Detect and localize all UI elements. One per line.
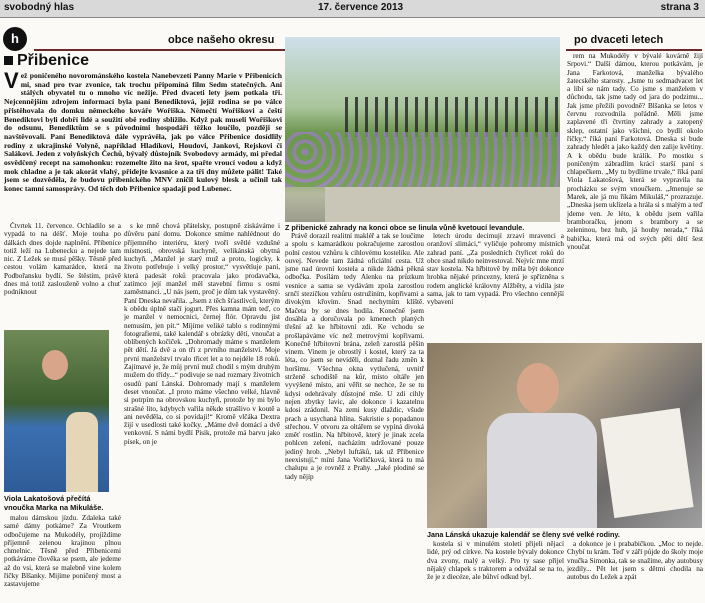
photo-jana-face	[517, 363, 559, 413]
drop-cap: V	[4, 68, 19, 93]
paragraph: rem na Mukodély v bývalé kovárně žijí Srpovi.“ Další dámou, kterou potkávám, je Jana Farkotová, manželka bývalého žatecského starosty. „Jsme tu sedmadvacet let a líbí se nám tady. Co jsme s manželem v důchodu, tak jsme tady od jara do podzimu... Jak jsme přežili povodně? Blšanka se letos v červnu rozvodnila pořádně. Měli jsme zaplavené tři čtvrtiny zahrady a zatopený sklep, ostatní jako všichni, co bydlí okolo říčky,“ říká paní Farkotová. Dneska si bude zahrady hledět a jako každý den zalije květiny. A k obědu bude králík. Po mostku s poničeným zábradlím krácí starší paní s chlapečkem. „My tu bydlíme trvale,“ říká paní Viola Lakatošová, která se vypravila na procházku se svým vnoučkem. „Jmenuje se Marek, ale já mu říkám Mikuláš,“ prozrazuje. „Dneska jsem uklízela a hrála si s malým a teď jdeme ven. Je léto, k obědu jsem vařila bramboračku, jenom s brambory a se zeleninou, bez hub, já houby nerada,“ říká babička, která má od svých pěti dětí šest vnoučat	[567, 52, 703, 251]
paragraph: Právě dorazil realitní makléř a tak se loučíme a spolu s kamarádkou pokračujeme zarostlou polní cestou vzhůru k cihlovému kostelíku. Ale ouvej. Nevede tam žádná oficiální cesta. Už jsme nad úrovní kostela a nikde žádná pěkná odbočka. Posílám tedy Alenku na průzkum vesnice a sama se vydávám zpola zarostlou srnčí stezičkou vzhůru ostružiním, kopřivami a divokým křovím. Snad nechytním klíště. Mačeta by se dnes hodila. Konečně jsem dosáhla a doručovala po kmenech planých třešní až ke hřbitovní zdi. Ke vchodu se prošlapáváme víc než metrovými kopřivami. Konečně hřbitovní brána, zeleň zarostlá pěšin vinem. Vinem je obrostlý i kostel, který za ta léta, co jsem se neviděli, doznal řadu změn k horšímu. Všechna okna vytlučená, uvnitř strženě schodiště na kůr, místo oltáře jen vyvýšené místo, ani věřit se nechce, že se tu kdysi odehrávaly důstojné mše. U zdi cihly nejen zbytky lavic, ale dokonce i kazatelnu kdosi zrádonil. Na zemi kusy dlaždic, všude prach a usychaná hlína. Sakristie s popadanou střechou. V otvoru za oltářem se vypíná divoká změť rostlin. Na hřbitově, který je jinak zcela pohlcen zelení, nacházím udržované pouze jediný hrob. „Nebyl luftáků, tak už Přibenice neexistují,“ míní Jana Vorlíčková, která tu má chalupu a je rovněž z Prahy. „Jaké plodiné se tady nějíp	[285, 232, 424, 481]
photo-lavender	[285, 132, 560, 187]
section-title-right: po dvaceti letech	[574, 34, 664, 46]
photo-jana-with-calendar	[427, 343, 702, 528]
page-header-bar	[0, 0, 705, 18]
newspaper-name: svobodný hlas	[4, 2, 75, 13]
issue-date: 17. července 2013	[318, 2, 404, 13]
text-column-4	[427, 232, 564, 342]
paragraph: a dokonce je i prababičkou. „Moc to nejde. Chybí tu krám. Teď v září půjde do školy moje vnučka Simonka, tak se snažíme, aby autobusy jezdily... Pět let jsem s dětmi chodila na autobus do Ležek a zpát	[567, 540, 703, 582]
photo-calendar	[600, 408, 693, 518]
caption-viola: Viola Lakatošová přečítá vnoučka Marka na Mikuláše.	[4, 494, 104, 512]
caption-garden: Z přibenické zahrady na konci obce se linula vůně kvetoucí levandule.	[285, 223, 525, 232]
photo-shirt	[487, 413, 597, 528]
photo-child	[66, 412, 98, 492]
caption-jana: Jana Lánská ukazuje kalendář se členy své velké rodiny.	[427, 530, 620, 539]
page-number: strana 3	[660, 2, 699, 13]
paragraph: s ke mně chová přátelsky, postupně získáváme i důvěru paní domu. Dokonce smíme nahlédnout do příjemného interiéru, který tvoří světlé vzdušné místnosti, obrovská kuchyně, velikánská obytná kuchyň. „Manžel je starý muž a proto, logicky, k životu potřebuje i velký prostor,“ vysvětluje paní, která padesát roků pracovala jako prodavačka, zatímco její manžel měl stavební firmu s osmi zaměstnanci. „U nás jsem, proč je dům tak vystavěný. Paní Dneska nevařila. „Jsem z těch šťastlivců, kterým k obědu úplně stačí jogurt. Přes kamna mám teď, co je manžel v nemocnici, černej flór. Opravdu jíst nemusím, jen pít.“ Míjíme veliké tablo s rodinnými fotografiemi, také kalendář s obrázky dětí, vnoučat a oblíbených kočiček. „Dohromady máme s manželem pět dětí. Já dvě a on tři z prvního manželství. Moje první manželství trvalo třicet let a to nejdéle 18 roků. Zajímavé je, že můj první muž chodil s mým druhým mužem do třídy...“ podivuje se nad rozmary životních osudů paní Lánská. Dohromady mají s manželem deset vnoučat. „I proto máme všechno velké, hlavně si potrpím na obrovskou kuchyň, protože by mi bylo strašné líto, kdybych vařila někde strašlivo v koutě a ani nevěděla, co si povídají!“ Kromě vlčáka Dextra žijí v usedlosti také kočky. „Máme dvě domácí a dvě venkovní. S námi bydlí Písik, protože má barvu jako písek, on je	[124, 222, 280, 446]
paragraph: kostela si v minulém století přijeli nějací lidé, prý od církve. Na kostele bývaly dokonce dva zvony, malý a velký. Pro ty sase přijel nějaký chlapek s traktorem a odvážal se na to, že je z diecéze, ale bůhví odkud byl.	[427, 540, 564, 582]
paragraph: malou dámskou jízdu. Zdaleka také samé dámy potkáme? Za Vroutkem odbočujeme na Mukodély, projíždíme příjemně zelenou krajinou plnou chmelnic. Těsně před Přibenicemi potkáváme člověka se psem, ale jedeme až do vsi, která se malebně vine kolem říčky Blšanky. Mijíme poničený most a zastavujeme	[4, 514, 121, 589]
paragraph: letech úrodu decimují zrzaví mravenci a oranžoví slimáci,“ vyličuje pohromy místních zahrad paní. „Za posledních čtyřicet roků do obce snad nikdo neinvestoval. Nejvíc mne mrzí stav kostela. Na hřbitově by měla být dokonce hrobka nějaké princezny, která je spřízněna s rodem anglické královny Alžběty, a vidíla jste sama, jak to tam vypadá. Pro všechno cennější vybavení	[427, 232, 564, 307]
section-rule-right	[566, 49, 702, 51]
headline-text: Přibenice	[17, 52, 90, 69]
photo-woman-face	[42, 350, 68, 380]
photo-fence	[345, 97, 560, 137]
text-column-7	[567, 540, 703, 602]
paragraph: Čtvrtek 11. července. Ochladilo se a vypadá to na déšť. Moje touha po dálkách dnes dojde naplnění. Přibenice totiž leží na Lubenecku a nejede tam nic. Z Ležek se musí pěšky. Těsně před cestou volám kamarádce, která na Podbořansku bydlí. Se štěstím, právě dnes má totiž zaslouženě volno a chuť podniknout	[4, 222, 121, 297]
newspaper-logo-icon: h	[3, 27, 27, 51]
section-title-left: obce našeho okresu	[168, 34, 275, 46]
text-column-2	[124, 222, 280, 602]
photo-viola-with-grandson	[4, 330, 109, 492]
text-column-3	[285, 232, 424, 602]
text-column-1	[4, 222, 121, 329]
headline-square-icon	[4, 56, 13, 65]
article-lead	[4, 68, 282, 194]
text-column-5	[567, 52, 703, 342]
photo-path	[325, 187, 560, 222]
text-column-6	[427, 540, 564, 602]
text-column-1-bottom	[4, 514, 121, 602]
photo-garden-lavender	[285, 37, 560, 222]
lead-text: ež poničeného novorománského kostela Nanebevzetí Panny Marie v Přibenicích mi, snad pro tvar zvonice, tak trochu připomíná film Sedm statečných. Ani stálých obyvatel tu o mnoho víc nežije. Před dvaceti lety jsem potkala tři. Nejcennějším zdrojem informací byla paní Benediktová, jejíž rodina se po válce přistěhovala do domku německého kováře Wořiška. Němečtí Wořiškovi a čeští Benediktovi byli dobří lidé a soužití obě rodiny sblížilo. Když pak museli Wořiškovi do odsunu, Benediktům se s původními hospodáři těžko loučilo, později se navštěvovali. Paní Benediktová dále vyprávěla, jak po válce Přibenice dosídlily rodiny z ukrajinské Volyně, například Hladíkovi, Houdovi, Jankovi, Rejskovi či Salákovi. Jeden z volyňských Čechů, bývalý důstojník Svobodovy armády, mi předal osvědčený recept na samohonku: rozemelte žito na šrot, spařte vroucí vodou a když mok chladne a je tak akorát vlahý, přidejte kvasnice a za tři dny můžete pálit! Také jsem se dozvěděla, že budovu přibenického MNV zničil kulový blesk a učinil tak konec tamní samosprávy. Od těch dob Přibenice spadají pod Lubenec.	[4, 71, 282, 194]
